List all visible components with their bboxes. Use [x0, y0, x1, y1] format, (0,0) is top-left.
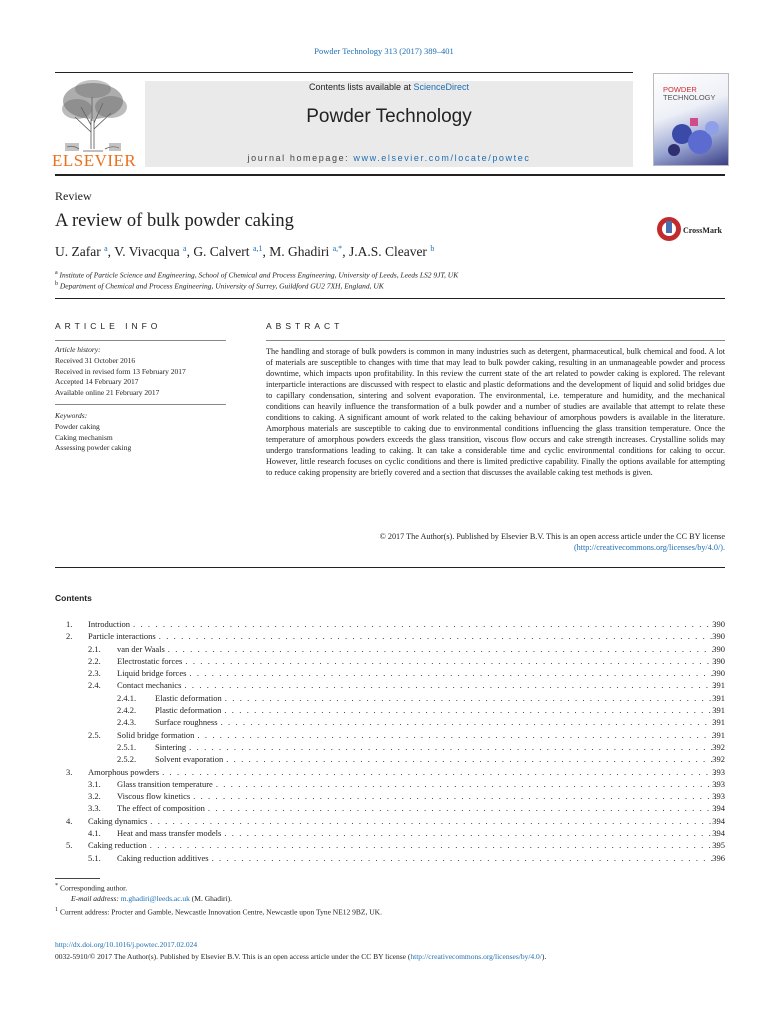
footnote-address: [55, 906, 382, 917]
toc-number: 2.5.1.: [117, 741, 137, 752]
abstract-copyright: [266, 531, 725, 553]
toc-page: 392: [712, 754, 725, 765]
homepage-prefix: journal homepage:: [247, 153, 354, 163]
toc-number: 2.1.: [88, 643, 101, 654]
toc-page: 395: [712, 840, 725, 851]
toc-page: 390: [712, 668, 725, 679]
toc-title[interactable]: Amorphous powders . . .: [88, 766, 718, 778]
history-item: Accepted 14 February 2017: [55, 377, 139, 386]
toc-number: 3.3.: [88, 803, 101, 814]
toc-title[interactable]: Liquid bridge forces . . .: [117, 667, 718, 679]
toc-entry[interactable]: [0, 729, 768, 741]
toc-page: 396: [712, 852, 725, 863]
doi-link[interactable]: http://dx.doi.org/10.1016/j.powtec.2017.02.024: [55, 940, 198, 949]
cover-illustration: [662, 112, 724, 162]
toc-title[interactable]: Plastic deformation . . .: [155, 704, 718, 716]
toc-title[interactable]: Electrostatic forces . . .: [117, 655, 718, 667]
toc-page: 391: [712, 680, 725, 691]
contents-heading: Contents: [55, 593, 92, 603]
email-owner: (M. Ghadiri).: [191, 894, 232, 903]
toc-page: 394: [712, 803, 725, 814]
history-item: Received in revised form 13 February 2017: [55, 366, 186, 376]
keyword: Assessing powder caking: [55, 443, 132, 452]
toc-number: 4.1.: [88, 828, 101, 839]
header-rule: [55, 72, 633, 73]
toc-page: 394: [712, 815, 725, 826]
footnote-mark: *: [55, 882, 59, 889]
author-list: [55, 244, 434, 260]
toc-title[interactable]: The effect of composition . . .: [117, 802, 718, 814]
affiliation-mark: a: [55, 270, 58, 276]
toc-page: 394: [712, 828, 725, 839]
author[interactable]: V. Vivacqua $^a$,: [114, 244, 194, 259]
toc-page: 391: [712, 692, 725, 703]
footnote-email: [55, 894, 232, 903]
article-type: Review: [55, 189, 92, 203]
toc-entry[interactable]: [0, 778, 768, 790]
toc-number: 2.2.: [88, 655, 101, 666]
sciencedirect-link[interactable]: ScienceDirect: [413, 82, 470, 92]
affiliation-a: $^a$ Institute of Particle Science and Engineering, School of Chemical and Process Engineering, University of Leeds, Leeds LS2 9JT, UK: [55, 270, 459, 280]
cover-title-line-1: POWDER: [663, 85, 697, 94]
author[interactable]: G. Calvert $^{a,1}$,: [193, 244, 270, 259]
article-title: A review of bulk powder caking: [55, 211, 294, 231]
toc-page: 390: [712, 643, 725, 654]
toc-number: 2.3.: [88, 668, 101, 679]
toc-page: 393: [712, 778, 725, 789]
toc-number: 2.4.1.: [117, 692, 137, 703]
footnote-text: Current address: Procter and Gamble, Newcastle Innovation Centre, Newcastle upon Tyne NE12 9BZ, UK.: [60, 907, 382, 917]
toc-page: 390: [712, 619, 725, 629]
toc-page: 391: [712, 729, 725, 740]
toc-title[interactable]: Caking reduction . . .: [88, 839, 718, 851]
toc-title[interactable]: Solvent evaporation . . .: [155, 753, 718, 765]
toc-number: 2.: [66, 631, 73, 642]
toc-page: 390: [712, 631, 725, 642]
email-label: E-mail address:: [71, 894, 119, 903]
info-rule: [55, 340, 226, 341]
toc-title[interactable]: Particle interactions . . .: [88, 630, 718, 642]
toc-entry[interactable]: [0, 852, 768, 864]
toc-entry[interactable]: [0, 655, 768, 667]
toc-entry[interactable]: [0, 704, 768, 716]
toc-title[interactable]: Introduction . . .: [88, 618, 718, 630]
affiliation-rule: [55, 298, 725, 299]
abstract-heading: ABSTRACT: [266, 321, 344, 331]
history-list: [55, 356, 186, 398]
footnote-rule: [55, 878, 100, 879]
keyword: Caking mechanism: [55, 432, 113, 442]
history-item: Available online 21 February 2017: [55, 387, 160, 397]
copyright-line: © 2017 The Author(s). Published by Elsevier B.V. This is an open access article under the CC BY license: [379, 532, 725, 541]
toc-number: 1.: [66, 619, 73, 629]
footnote-mark: 1: [55, 906, 59, 913]
affiliation-mark: b: [55, 281, 58, 287]
toc-entry[interactable]: [0, 766, 768, 778]
footnote-text: Corresponding author.: [60, 883, 128, 893]
info-rule: [55, 404, 226, 405]
toc-page: 393: [712, 766, 725, 777]
cover-title-line-2: TECHNOLOGY: [663, 92, 716, 102]
keywords-list: [55, 422, 131, 454]
toc-page: 391: [712, 705, 725, 716]
toc-entry[interactable]: [0, 618, 768, 630]
cover-title: [663, 86, 716, 101]
footnote-corresponding: [55, 882, 127, 893]
toc-number: 2.4.: [88, 680, 101, 691]
crossmark-label[interactable]: CrossMark: [683, 226, 722, 235]
toc-page: 391: [712, 717, 725, 728]
contents-available-line: [145, 82, 633, 92]
toc-number: 3.2.: [88, 791, 101, 802]
toc-entry[interactable]: [0, 839, 768, 851]
journal-reference[interactable]: Powder Technology 313 (2017) 389–401: [314, 46, 454, 56]
toc-title[interactable]: Sintering . . .: [155, 741, 718, 753]
toc-entry[interactable]: [0, 790, 768, 802]
journal-cover-thumbnail[interactable]: [653, 73, 729, 166]
keywords-label: Keywords:: [55, 411, 88, 420]
toc-number: 5.: [66, 840, 73, 851]
toc-number: 2.5.2.: [117, 754, 137, 765]
abstract-rule: [266, 340, 725, 341]
toc-entry[interactable]: [0, 802, 768, 814]
abstract-text: The handling and storage of bulk powders is common in many industries such as detergent, pharmaceutical, bulk chemical and food. A lot of materials are susceptible to changes with time that may lead to bulk powder caking, resulting in an unmanageable powder and process downtime, which impacts upon profitability. In this review the current state of the art related to powder caking is explored. The relevant interparticle interactions are discussed with respect to elastic and plastic deformations and the development of liquid and solid bridges due to capillary condensation, sintering and solvent evaporation. The environmental, i.e. temperature and humidity, and the mechanical conditions can heavily influence the transformation of a bulk powder and a number of studies are available that attempt to relate these conditions to caking. A significant amount of work related to the caking behaviour of amorphous powders is available in the literature. Amorphous materials are susceptible to caking due to environmental conditions influencing the glass transition temperature. Once the temperature of amorphous powders exceeds the glass transition, viscous flow occurs and cake strength increases. Crystalline solids may undergo transformations leading to caking. It can take a considerable time and cyclic environmental conditions for caking to occur. However, little research focuses on cyclic conditions and there is limited predictive capability. Finally the options available for attempting to reduce caking propensity are briefly covered and a section that discusses the available caking test methods is given.: [266, 347, 725, 477]
toc-number: 2.4.2.: [117, 705, 137, 716]
abstract-end-rule: [55, 567, 725, 568]
author[interactable]: U. Zafar $^a$,: [55, 244, 115, 259]
homepage-link[interactable]: www.elsevier.com/locate/powtec: [353, 153, 531, 163]
toc-page: 390: [712, 655, 725, 666]
toc-number: 4.: [66, 815, 73, 826]
toc-title[interactable]: Elastic deformation . . .: [155, 692, 718, 704]
toc-title[interactable]: Caking dynamics . . .: [88, 815, 718, 827]
keyword: Powder caking: [55, 422, 100, 431]
toc-title[interactable]: Glass transition temperature . . .: [117, 778, 718, 790]
toc-entry[interactable]: [0, 753, 768, 765]
toc-title[interactable]: van der Waals . . .: [117, 643, 718, 655]
toc-entry[interactable]: [0, 679, 768, 691]
author[interactable]: J.A.S. Cleaver $^b$: [348, 244, 435, 259]
affiliation-b: $^b$ Department of Chemical and Process Engineering, University of Surrey, Guildford GU2 7XH, England, UK: [55, 281, 384, 291]
toc-entry[interactable]: [0, 815, 768, 827]
toc-title[interactable]: Surface roughness . . .: [155, 716, 718, 728]
journal-name: Powder Technology: [306, 106, 472, 127]
toc-title[interactable]: Contact mechanics . . .: [117, 679, 718, 691]
table-of-contents: [0, 618, 768, 864]
toc-page: 392: [712, 741, 725, 752]
contents-prefix: Contents lists available at: [308, 82, 414, 92]
toc-number: 3.1.: [88, 778, 101, 789]
issn-license-line: 0032-5910/© 2017 The Author(s). Published by Elsevier B.V. This is an open access article under the CC BY license (http://creativecommons.org/licenses/by/4.0/).: [55, 952, 547, 961]
toc-entry[interactable]: [0, 741, 768, 753]
toc-page: 393: [712, 791, 725, 802]
header-bottom-rule: [55, 174, 725, 176]
email-link[interactable]: m.ghadiri@leeds.ac.uk: [120, 894, 190, 903]
toc-entry[interactable]: [0, 692, 768, 704]
publisher-name: ELSEVIER: [52, 151, 137, 170]
toc-entry[interactable]: [0, 716, 768, 728]
toc-entry[interactable]: [0, 630, 768, 642]
author[interactable]: M. Ghadiri $^{a,*}$,: [269, 244, 349, 259]
toc-entry[interactable]: [0, 667, 768, 679]
toc-title[interactable]: Caking reduction additives . . .: [117, 852, 718, 864]
toc-entry[interactable]: [0, 643, 768, 655]
article-info-heading: ARTICLE INFO: [55, 321, 162, 331]
journal-homepage-line: [145, 153, 633, 163]
toc-entry[interactable]: [0, 827, 768, 839]
toc-number: 5.1.: [88, 852, 101, 863]
history-label: Article history:: [55, 345, 101, 354]
toc-title[interactable]: Viscous flow kinetics . . .: [117, 790, 718, 802]
toc-number: 3.: [66, 766, 73, 777]
license-link[interactable]: http://creativecommons.org/licenses/by/4.0/: [410, 952, 542, 961]
toc-number: 2.5.: [88, 729, 101, 740]
toc-title[interactable]: Heat and mass transfer models . . .: [117, 827, 718, 839]
toc-title[interactable]: Solid bridge formation . . .: [117, 729, 718, 741]
history-item: Received 31 October 2016: [55, 356, 136, 365]
toc-number: 2.4.3.: [117, 717, 137, 728]
license-link[interactable]: (http://creativecommons.org/licenses/by/4.0/).: [573, 543, 725, 552]
